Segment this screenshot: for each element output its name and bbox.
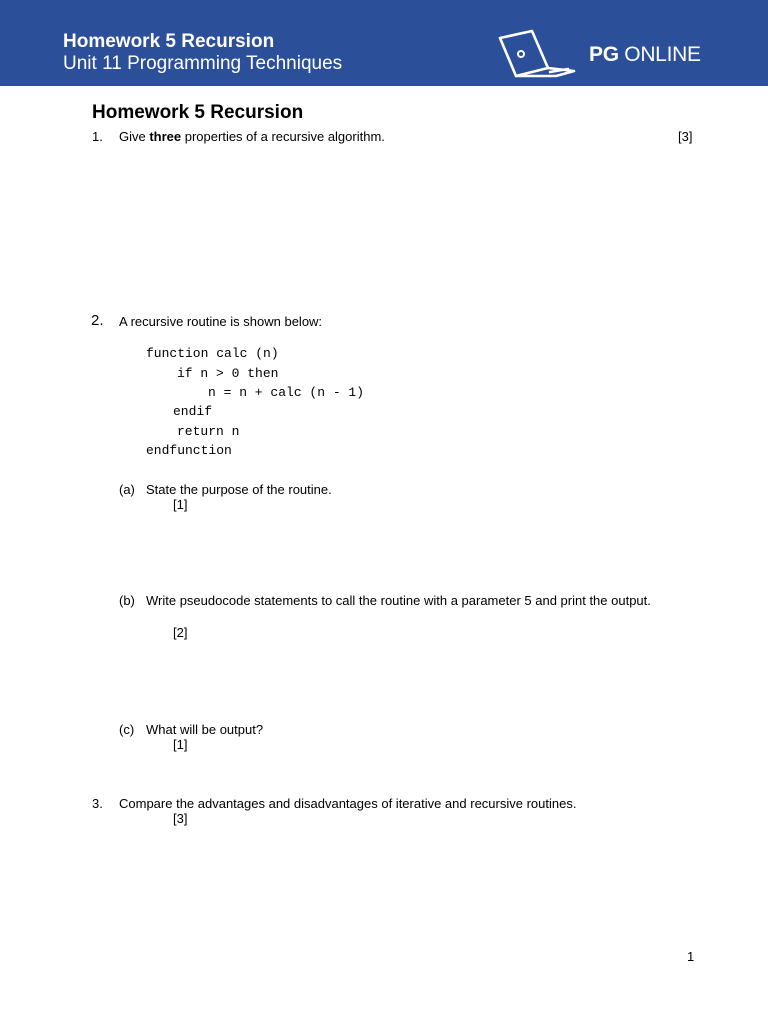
code-line: function calc (n) (146, 346, 279, 361)
logo-text-regular: ONLINE (618, 43, 701, 66)
page-number: 1 (687, 949, 695, 964)
header-banner (0, 0, 768, 86)
code-line: n = n + calc (n - 1) (208, 385, 365, 400)
logo-text-bold: PG (589, 43, 619, 66)
part-a-text: State the purpose of the routine. (146, 482, 332, 497)
question-3-marks: [3] (173, 811, 188, 826)
question-1-text (119, 129, 385, 145)
header-subtitle: Unit 11 Programming Techniques (63, 53, 343, 74)
question-2-text: A recursive routine is shown below: (119, 314, 323, 329)
code-line: endif (173, 404, 213, 419)
code-line: return n (177, 424, 240, 439)
question-1-text-before: Give (119, 129, 150, 144)
laptop-icon (496, 28, 580, 80)
code-line: if n > 0 then (177, 366, 279, 381)
logo-wordmark (589, 42, 701, 68)
question-1-text-bold: three (149, 129, 182, 144)
part-c-marks: [1] (173, 737, 188, 752)
question-1-marks: [3] (678, 129, 693, 144)
part-b-label: (b) (119, 593, 135, 608)
part-b-marks: [2] (173, 625, 188, 640)
question-1-text-after: properties of a recursive algorithm. (181, 129, 385, 144)
part-a-marks: [1] (173, 497, 188, 512)
question-2-number: 2. (91, 312, 104, 329)
part-a-label: (a) (119, 482, 135, 497)
part-c-label: (c) (119, 722, 135, 737)
question-1-number: 1. (92, 129, 103, 144)
question-3-text: Compare the advantages and disadvantages of iterative and recursive routines. (119, 796, 577, 811)
part-b-text: Write pseudocode statements to call the routine with a parameter 5 and print the output. (146, 593, 651, 608)
part-c-text: What will be output? (146, 722, 264, 737)
code-line: endfunction (146, 443, 232, 458)
question-3-number: 3. (92, 796, 103, 811)
document-title: Homework 5 Recursion (92, 102, 304, 123)
header-title: Homework 5 Recursion (63, 31, 275, 52)
